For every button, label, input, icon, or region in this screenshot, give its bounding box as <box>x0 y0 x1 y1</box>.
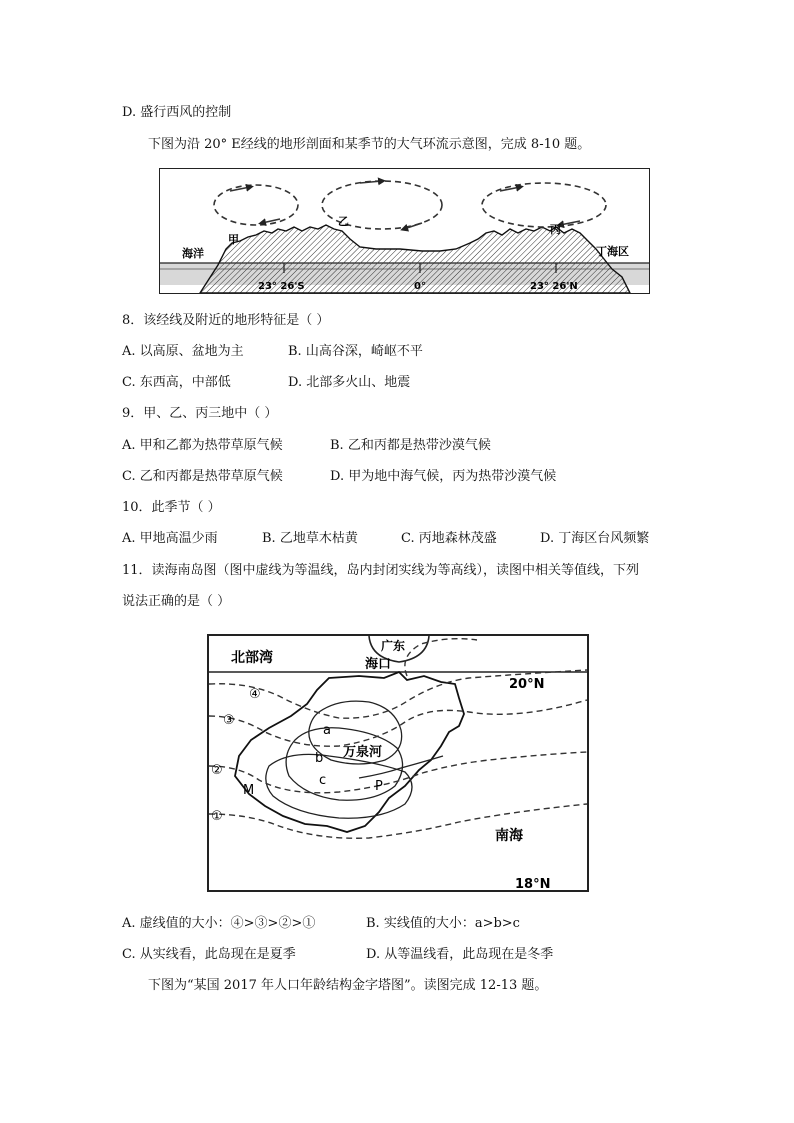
q11-option-a: A. 虚线值的大小：④>③>②>① <box>122 916 316 931</box>
q9-option-c: C. 乙和丙都是热带草原气候 <box>122 469 283 484</box>
label-nanhai: 南海 <box>495 828 523 844</box>
q11-stem-line2: 说法正确的是（ ） <box>122 594 231 609</box>
label-ding: 丁海区 <box>596 245 629 258</box>
label-wanquanhe: 万泉河 <box>343 745 383 760</box>
q9-option-b: B. 乙和丙都是热带沙漠气候 <box>330 438 491 453</box>
q7-option-d: D. 盛行西风的控制 <box>122 105 232 120</box>
q8-option-a: A. 以高原、盆地为主 <box>122 344 244 359</box>
label-isotherm-3: ③ <box>223 713 235 728</box>
label-lat-north: 23° 26'N <box>530 281 578 292</box>
label-ocean: 海洋 <box>182 247 204 260</box>
isotherm-2 <box>209 752 587 793</box>
isotherm-1 <box>209 804 587 838</box>
label-contour-a: a <box>323 723 331 738</box>
q8-option-c: C. 东西高，中部低 <box>122 375 231 390</box>
label-isotherm-4: ④ <box>249 687 261 702</box>
q8-option-d: D. 北部多火山、地震 <box>288 375 411 390</box>
q10-option-a: A. 甲地高温少雨 <box>122 531 218 546</box>
hainan-map-svg <box>209 636 587 890</box>
label-guangdong: 广东 <box>381 639 406 653</box>
q8-stem: 8．该经线及附近的地形特征是（ ） <box>122 313 330 328</box>
label-lat-zero: 0° <box>414 281 426 292</box>
q10-option-b: B. 乙地草木枯黄 <box>262 531 358 546</box>
circulation-cell-north <box>482 183 606 227</box>
q10-option-d: D. 丁海区台风频繁 <box>540 531 650 546</box>
label-jia: 甲 <box>228 233 239 246</box>
label-lat20: 20°N <box>509 677 545 692</box>
label-lat-south: 23° 26'S <box>258 281 305 292</box>
circulation-cell-south <box>214 185 298 225</box>
terrain-circulation-figure <box>159 168 650 294</box>
q11-option-b: B. 实线值的大小：a>b>c <box>366 916 520 931</box>
label-beibuwan: 北部湾 <box>231 650 273 666</box>
intro-12-13: 下图为“某国 2017 年人口年龄结构金字塔图”。读图完成 12-13 题。 <box>148 978 548 993</box>
q9-stem: 9．甲、乙、丙三地中（ ） <box>122 406 278 421</box>
label-lat18: 18°N <box>515 877 551 890</box>
contour-b <box>286 728 402 800</box>
q9-option-d: D. 甲为地中海气候，丙为热带沙漠气候 <box>330 469 557 484</box>
intro-8-10: 下图为沿 20° E经线的地形剖面和某季节的大气环流示意图，完成 8-10 题。 <box>148 137 591 152</box>
hainan-map-figure <box>207 634 589 892</box>
label-yi: 乙 <box>338 215 349 228</box>
label-isotherm-1: ① <box>211 809 223 824</box>
q11-option-c: C. 从实线看，此岛现在是夏季 <box>122 947 296 962</box>
q8-option-b: B. 山高谷深，崎岖不平 <box>288 344 423 359</box>
contour-c <box>266 754 412 818</box>
terrain-profile-svg <box>160 169 649 293</box>
q11-stem-line1: 11．读海南岛图（图中虚线为等温线，岛内封闭实线为等高线），读图中相关等值线，下列 <box>122 563 640 578</box>
q10-stem: 10．此季节（ ） <box>122 500 221 515</box>
label-haikou: 海口 <box>365 657 392 672</box>
label-contour-c: c <box>319 773 327 788</box>
label-m: M <box>243 783 255 798</box>
q10-option-c: C. 丙地森林茂盛 <box>401 531 497 546</box>
label-p: P <box>375 779 383 794</box>
q9-option-a: A. 甲和乙都为热带草原气候 <box>122 438 283 453</box>
label-contour-b: b <box>315 751 324 766</box>
label-isotherm-2: ② <box>211 763 223 778</box>
q11-option-d: D. 从等温线看，此岛现在是冬季 <box>366 947 554 962</box>
label-bing: 丙 <box>550 223 561 236</box>
